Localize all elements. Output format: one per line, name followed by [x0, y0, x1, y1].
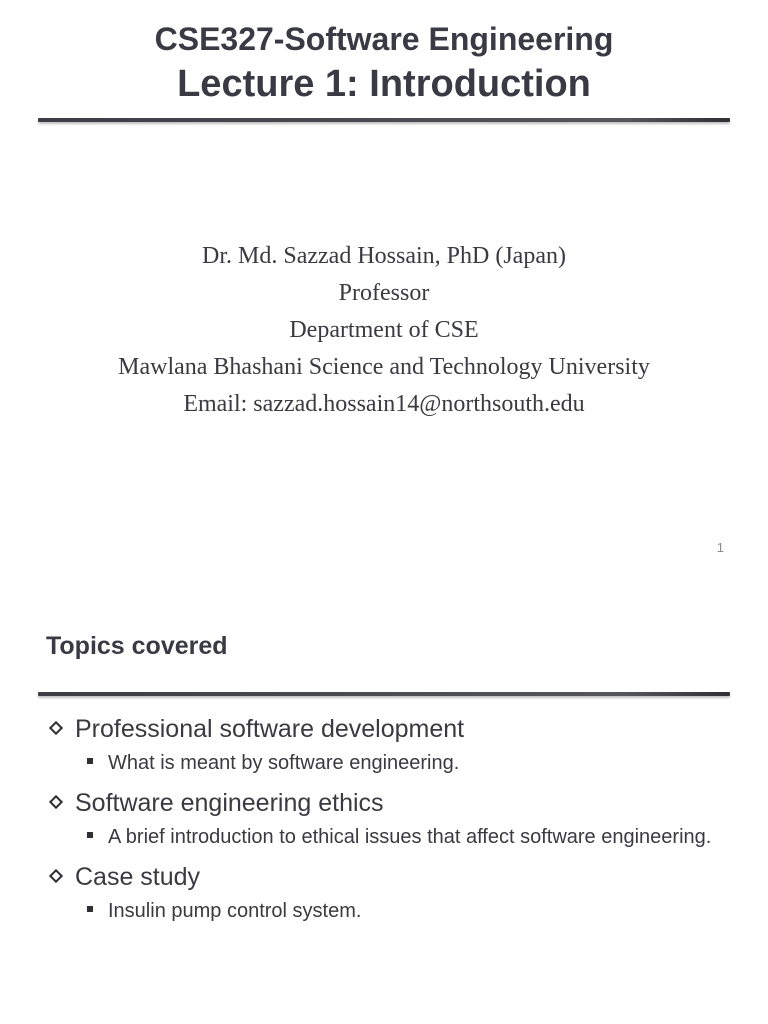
author-university: Mawlana Bhashani Science and Technology University — [118, 354, 650, 380]
list-item — [46, 712, 726, 746]
list-subitem — [46, 898, 726, 924]
diamond-bullet-icon — [49, 721, 63, 735]
list-item — [46, 786, 726, 820]
list-subitem — [46, 824, 726, 850]
topic-detail: Insulin pump control system. — [108, 900, 362, 922]
author-department: Department of CSE — [289, 317, 479, 343]
author-name: Dr. Md. Sazzad Hossain, PhD (Japan) — [202, 243, 566, 269]
title-divider — [38, 692, 730, 696]
square-bullet-icon — [87, 758, 93, 764]
diamond-bullet-icon — [49, 869, 63, 883]
slide-number: 1 — [716, 540, 724, 555]
list-item — [46, 860, 726, 894]
author-email: Email: sazzad.hossain14@northsouth.edu — [183, 391, 585, 417]
author-position: Professor — [338, 280, 430, 306]
topic-label: Professional software development — [75, 715, 465, 743]
title-divider — [38, 118, 730, 122]
topic-label: Case study — [75, 863, 201, 891]
list-subitem — [46, 750, 726, 776]
slide-2 — [0, 600, 768, 1024]
author-block — [0, 238, 768, 423]
diamond-bullet-icon — [49, 795, 63, 809]
topics-list — [46, 712, 726, 934]
course-title: CSE327-Software Engineering — [154, 21, 614, 57]
topic-detail: What is meant by software engineering. — [108, 752, 460, 774]
square-bullet-icon — [87, 832, 93, 838]
topic-detail: A brief introduction to ethical issues that affect software engineering. — [108, 826, 712, 848]
topic-label: Software engineering ethics — [75, 789, 384, 817]
slide-title: Topics covered — [46, 632, 228, 660]
square-bullet-icon — [87, 906, 93, 912]
lecture-title: Lecture 1: Introduction — [177, 63, 591, 105]
